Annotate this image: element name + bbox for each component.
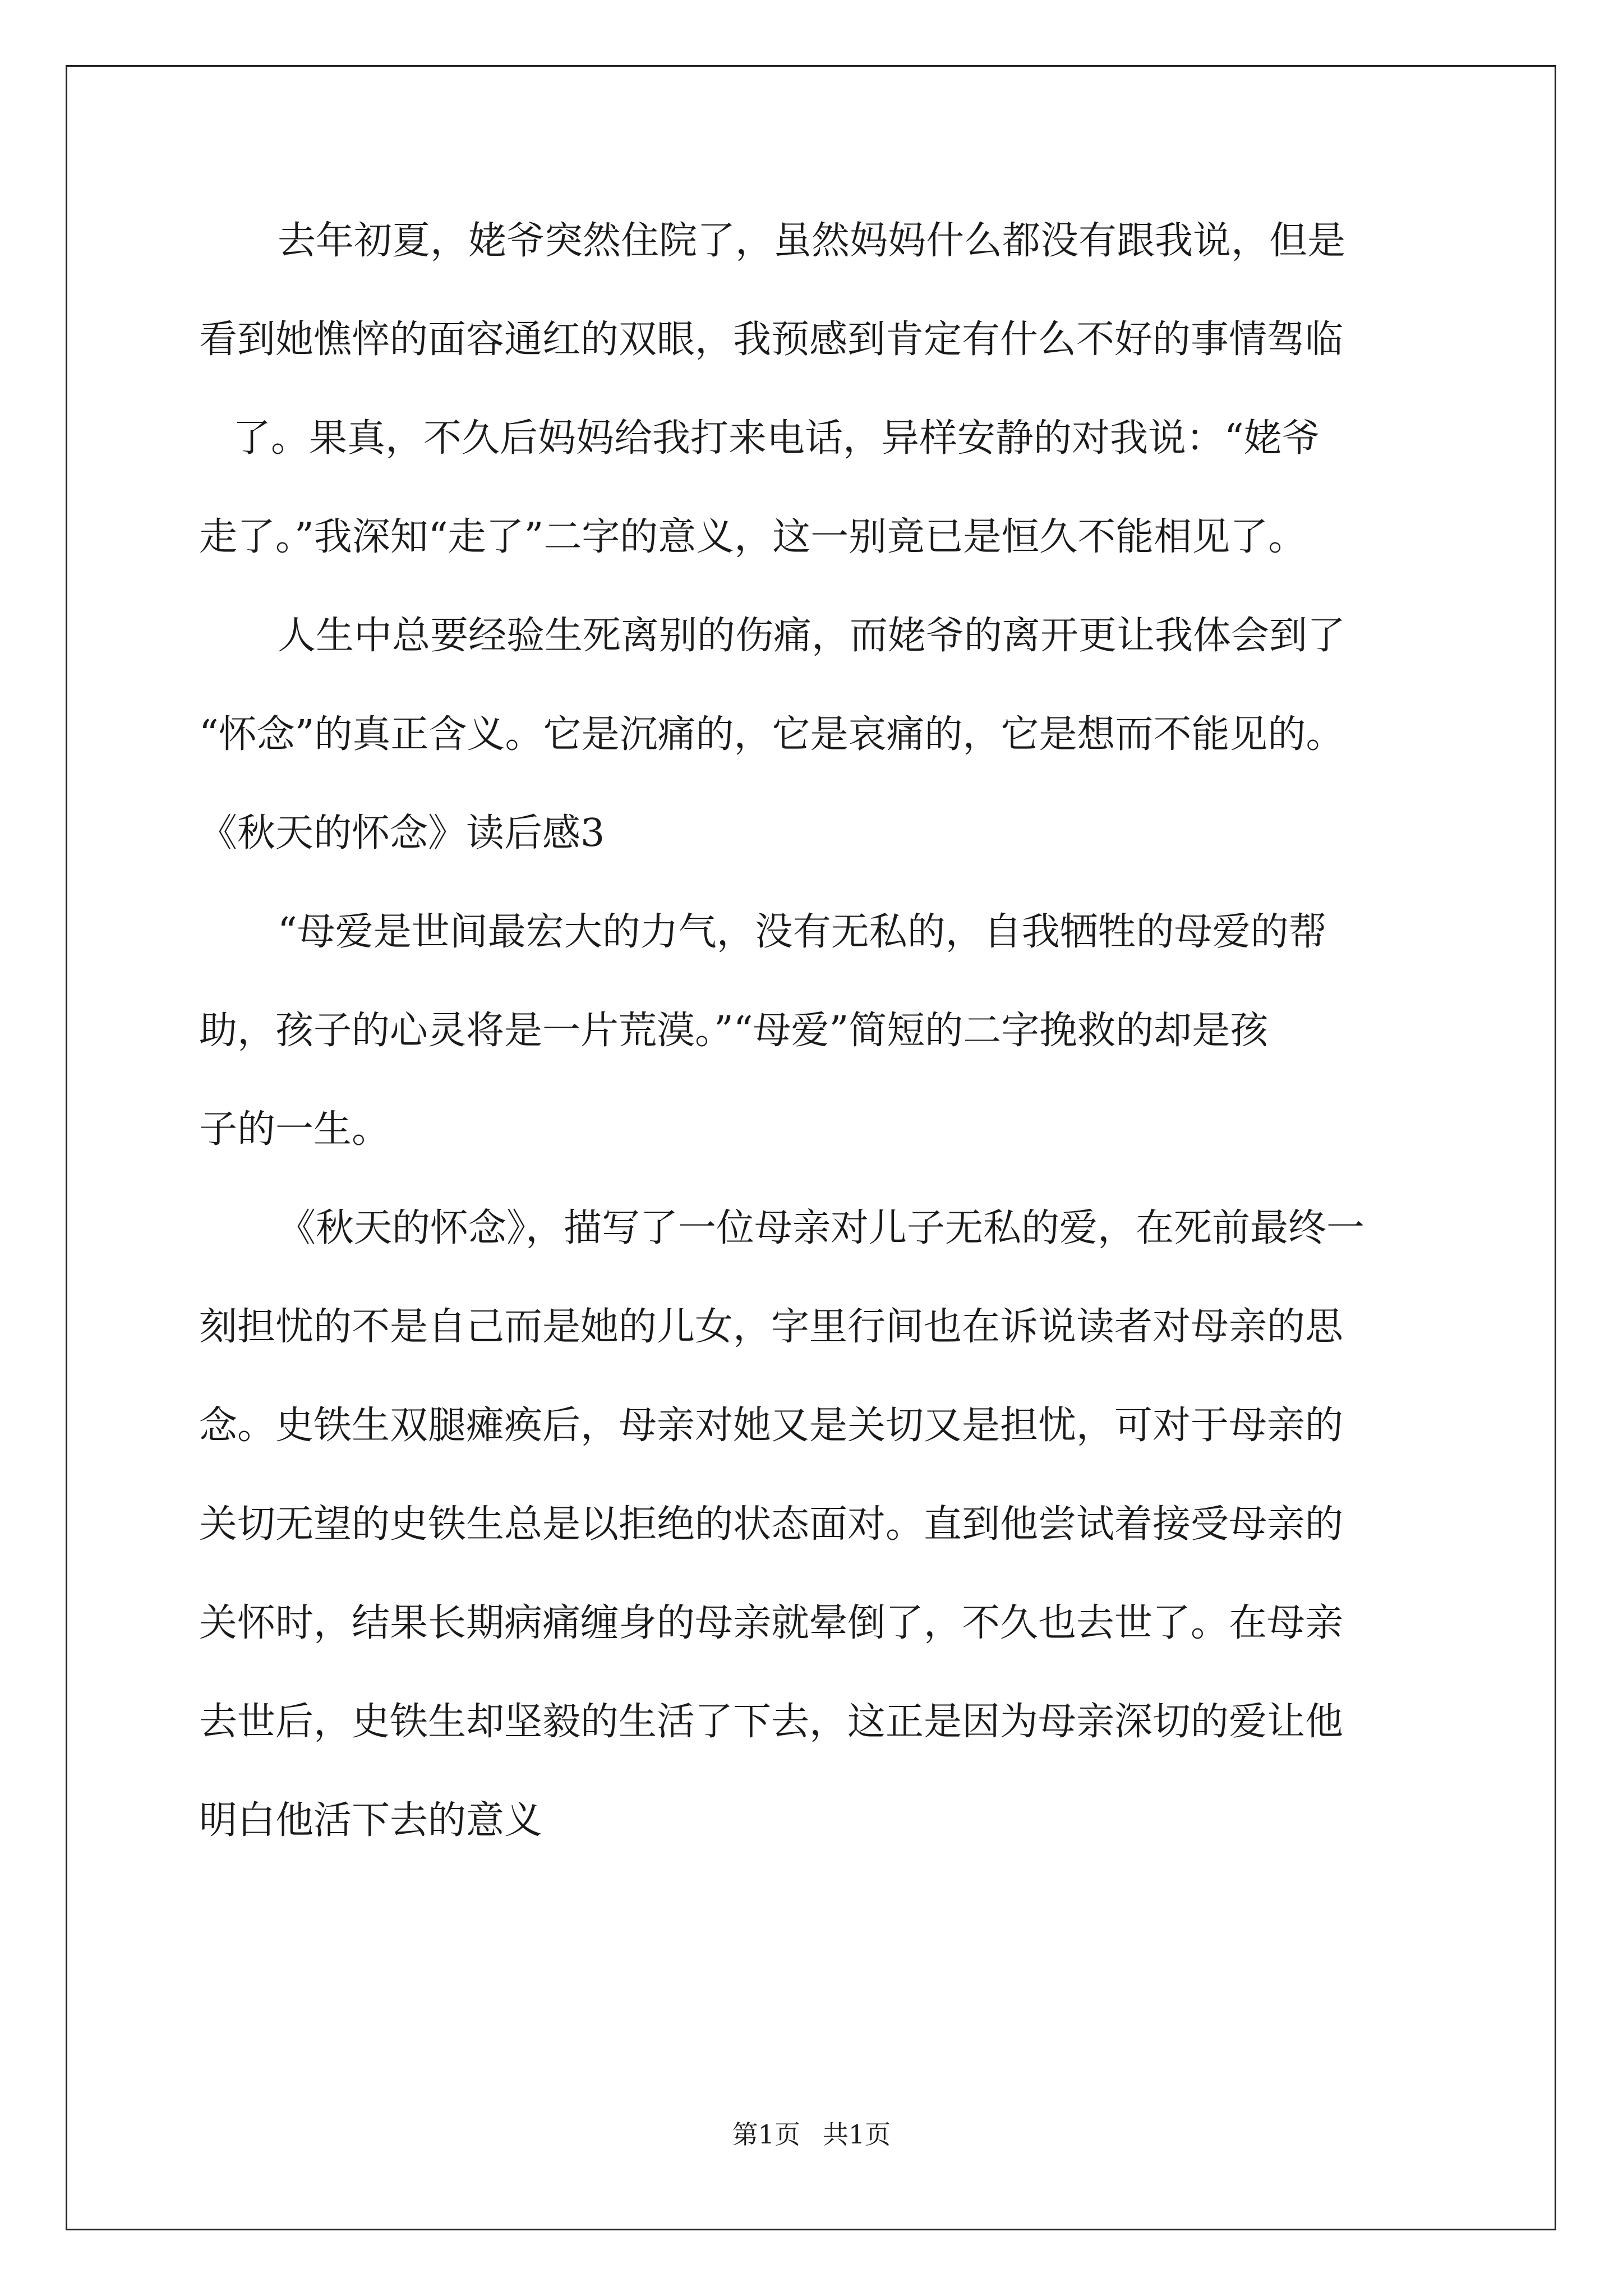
text-line-14: 关切无望的史铁生总是以拒绝的状态面对。直到他尝试着接受母亲的 (199, 1502, 1344, 1547)
text-line-13: 念。史铁生双腿瘫痪后，母亲对她又是关切又是担忧，可对于母亲的 (199, 1404, 1344, 1448)
text-line-12: 刻担忧的不是自己而是她的儿女，字里行间也在诉说读者对母亲的思 (199, 1305, 1344, 1349)
text-line-10: 子的一生。 (199, 1107, 390, 1152)
text-line-17: 明白他活下去的意义 (199, 1798, 543, 1843)
section-heading: 《秋天的怀念》读后感3 (199, 811, 605, 855)
text-line-16: 去世后，史铁生却坚毅的生活了下去，这正是因为母亲深切的爱让他 (199, 1700, 1344, 1744)
text-line-8: “母爱是世间最宏大的力气，没有无私的，自我牺牲的母爱的帮 (278, 910, 1327, 954)
text-line-5: 人生中总要经验生死离别的伤痛，而姥爷的离开更让我体会到了 (278, 614, 1346, 658)
text-line-9: 助，孩子的心灵将是一片荒漠。”“母爱”简短的二字挽救的却是孩 (199, 1009, 1269, 1053)
document-body (199, 219, 1436, 1900)
text-line-6: “怀念”的真正含义。它是沉痛的，它是哀痛的，它是想而不能见的。 (199, 712, 1344, 757)
page-number: 第1页 (732, 2119, 800, 2150)
page-total: 共1页 (823, 2119, 891, 2150)
text-line-15: 关怀时，结果长期病痛缠身的母亲就晕倒了，不久也去世了。在母亲 (199, 1601, 1344, 1645)
text-line-1: 去年初夏，姥爷突然住院了，虽然妈妈什么都没有跟我说，但是 (278, 219, 1346, 263)
text-line-11: 《秋天的怀念》，描写了一位母亲对儿子无私的爱，在死前最终一 (278, 1206, 1365, 1250)
page-footer (0, 2120, 1623, 2148)
text-line-2: 看到她憔悴的面容通红的双眼，我预感到肯定有什么不好的事情驾临 (199, 318, 1344, 362)
text-line-3: 了。果真，不久后妈妈给我打来电话，异样安静的对我说：“姥爷 (233, 416, 1320, 461)
text-line-4: 走了。”我深知“走了”二字的意义，这一别竟已是恒久不能相见了。 (199, 515, 1307, 559)
